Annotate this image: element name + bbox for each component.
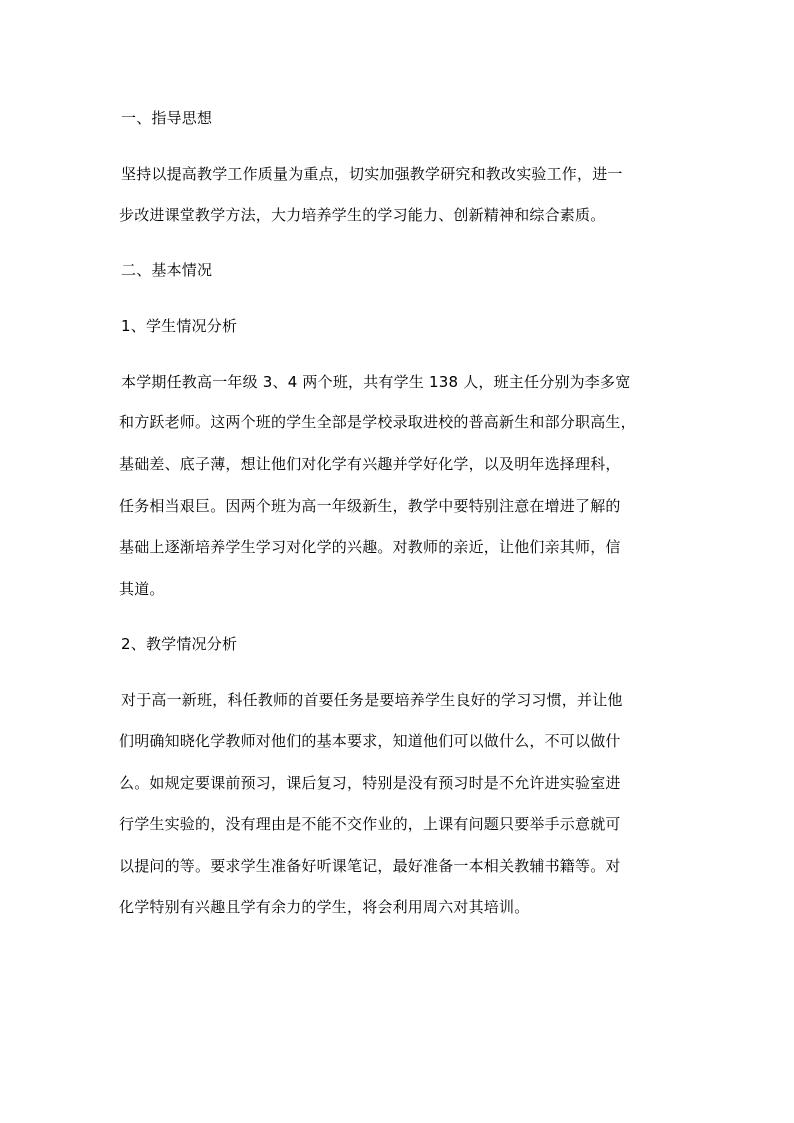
paragraph-line: 们明确知晓化学教师对他们的基本要求，知道他们可以做什么，不可以做什: [119, 732, 621, 750]
paragraph-line: 其道。: [119, 580, 165, 598]
paragraph-line: 本学期任教高一年级 3、4 两个班，共有学生 138 人，班主任分别为李多宽: [121, 373, 631, 391]
paragraph-line: 行学生实验的，没有理由是不能不交作业的，上课有问题只要举手示意就可: [119, 815, 621, 833]
paragraph-line: 基础差、底子薄，想让他们对化学有兴趣并学好化学，以及明年选择理科，: [119, 455, 621, 473]
paragraph-line: 任务相当艰巨。因两个班为高一年级新生，教学中要特别注意在增进了解的: [119, 497, 621, 515]
paragraph-line: 坚持以提高教学工作质量为重点，切实加强教学研究和教改实验工作，进一: [121, 165, 623, 183]
paragraph-line: 和方跃老师。这两个班的学生全部是学校录取进校的普高新生和部分职高生，: [119, 413, 636, 431]
paragraph-line: 么。如规定要课前预习，课后复习，特别是没有预习时是不允许进实验室进: [119, 774, 621, 792]
paragraph-line: 对于高一新班，科任教师的首要任务是要培养学生良好的学习习惯，并让他: [121, 691, 623, 709]
subsection-heading-student-analysis: 1、学生情况分析: [121, 317, 238, 335]
paragraph-line: 步改进课堂教学方法，大力培养学生的学习能力、创新精神和综合素质。: [119, 206, 606, 224]
paragraph-line: 以提问的等。要求学生准备好听课笔记，最好准备一本相关教辅书籍等。对: [119, 857, 621, 875]
paragraph-line: 基础上逐渐培养学生学习对化学的兴趣。对教师的亲近，让他们亲其师，信: [119, 538, 621, 556]
subsection-heading-teaching-analysis: 2、教学情况分析: [121, 635, 238, 653]
paragraph-line: 化学特别有兴趣且学有余力的学生，将会利用周六对其培训。: [119, 898, 530, 916]
section-heading-basic-situation: 二、基本情况: [121, 261, 213, 279]
section-heading-guiding-ideology: 一、指导思想: [121, 109, 213, 127]
